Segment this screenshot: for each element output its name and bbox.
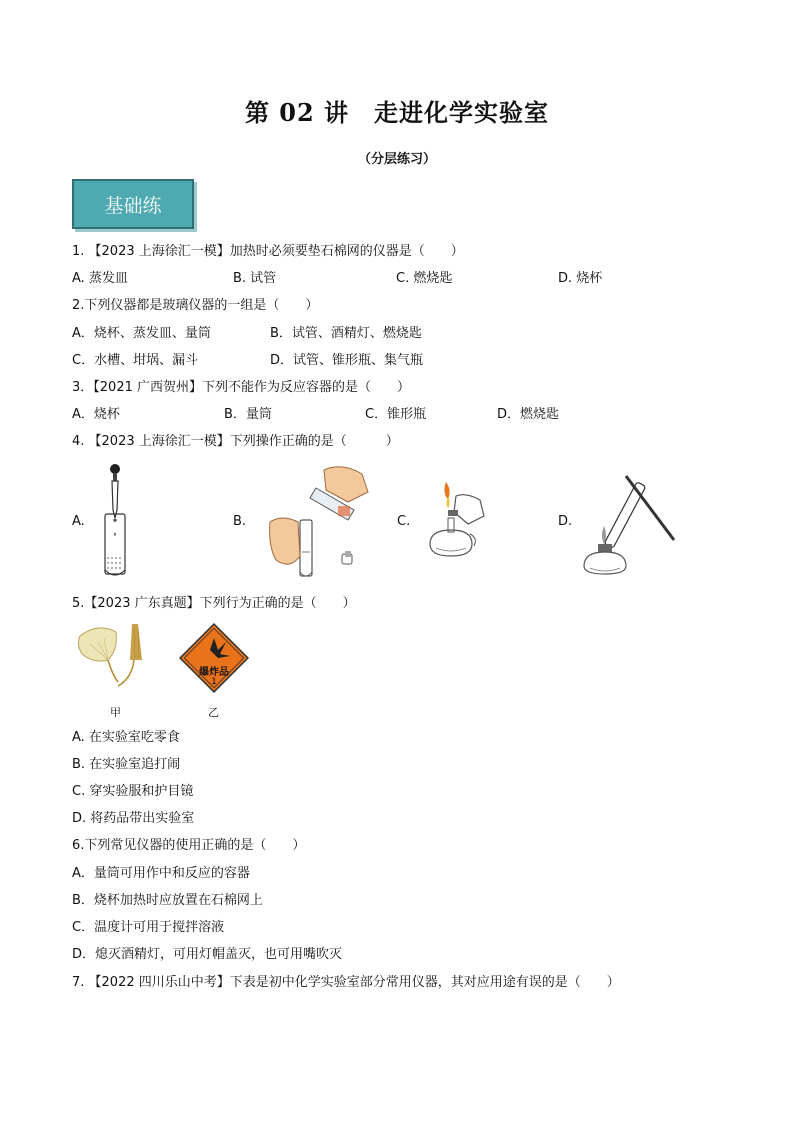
page-title: 第 02 讲 走进化学实验室 (244, 98, 550, 127)
q5-option-c: C. 穿实验服和护目镜 (72, 784, 194, 799)
q6-option-c: C．温度计可用于搅拌溶液 (72, 920, 225, 935)
q5-option-b: B. 在实验室追打闹 (72, 757, 181, 772)
q5-stem: 5.【2023 广东真题】下列行为正确的是（ ） (72, 596, 356, 611)
q1-option-c: C. 燃烧匙 (396, 271, 453, 286)
page-subtitle: （分层练习） (357, 152, 436, 167)
explosive-sign-number: 1 (211, 677, 217, 687)
q2-option-d: D．试管、锥形瓶、集气瓶 (270, 353, 424, 368)
q6-option-d: D．熄灭酒精灯，可用灯帽盖灭，也可用嘴吹灭 (72, 947, 343, 962)
q7-stem: 7. 【2022 四川乐山中考】下表是初中化学实验室部分常用仪器，其对应用途有误的是（ ） (72, 975, 620, 990)
q4-option-d: D. (558, 514, 573, 529)
q4-option-c: C. (397, 514, 411, 529)
q1-stem: 1. 【2023 上海徐汇一模】加热时必须要垫石棉网的仪器是（ ） (72, 244, 464, 259)
caption-yi: 乙 (208, 706, 219, 719)
explosive-sign (176, 620, 252, 696)
q2-option-c: C．水槽、坩埚、漏斗 (72, 353, 199, 368)
q1-option-a: A. 蒸发皿 (72, 271, 128, 286)
q3-option-c: C．锥形瓶 (365, 407, 427, 422)
ginkgo-bookmark-illustration (74, 620, 150, 692)
q3-option-b: B．量筒 (224, 407, 272, 422)
q3-option-d: D．燃烧匙 (497, 407, 560, 422)
caption-jia: 甲 (110, 706, 121, 719)
q3-stem: 3．【2021 广西贺州】下列不能作为反应容器的是（ ） (72, 380, 410, 395)
dropper-illustration (92, 462, 142, 584)
alcohol-lamp-illustration (418, 476, 498, 564)
section-badge: 基础练 (72, 179, 194, 229)
q6-option-a: A．量筒可用作中和反应的容器 (72, 866, 250, 881)
q2-option-b: B．试管、酒精灯、燃烧匙 (270, 326, 422, 341)
q2-option-a: A．烧杯、蒸发皿、量筒 (72, 326, 211, 341)
q4-option-a: A. (72, 514, 85, 529)
q4-stem: 4. 【2023 上海徐汇一模】下列操作正确的是（ ） (72, 434, 399, 449)
q6-option-b: B．烧杯加热时应放置在石棉网上 (72, 893, 263, 908)
heating-tube-illustration (578, 470, 678, 576)
q2-stem: 2.下列仪器都是玻璃仪器的一组是（ ） (72, 298, 319, 313)
q5-option-d: D. 将药品带出实验室 (72, 811, 195, 826)
q5-option-a: A. 在实验室吃零食 (72, 730, 180, 745)
q1-option-b: B. 试管 (233, 271, 277, 286)
q6-stem: 6.下列常见仪器的使用正确的是（ ） (72, 838, 306, 853)
pouring-illustration (264, 462, 380, 584)
q1-option-d: D. 烧杯 (558, 271, 603, 286)
explosive-sign-text: 爆炸品 (199, 667, 229, 678)
q4-option-b: B. (233, 514, 247, 529)
q3-option-a: A．烧杯 (72, 407, 120, 422)
